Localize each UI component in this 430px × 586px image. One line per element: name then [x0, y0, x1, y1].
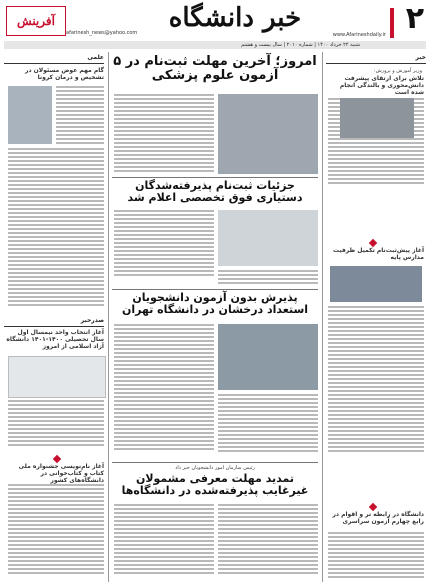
article-body [218, 394, 318, 454]
article-photo [340, 98, 414, 138]
email: afarinesh_news@yahoo.com [66, 30, 138, 36]
article-body [218, 504, 318, 578]
divider [112, 289, 318, 290]
page-number: ۲ [405, 1, 424, 36]
article-body [56, 86, 104, 146]
article-body [114, 324, 214, 454]
article-body [114, 94, 214, 174]
bullet-icon [369, 239, 377, 247]
third-headline: پذیرش بدون آزمون دانشجویان استعداد درخشان در دانشگاه تهران [121, 291, 309, 317]
article-headline: تلاش برای ارتقای پیشرفت دانش‌محوری و بالندگی انجام شده است [339, 75, 424, 96]
article-body [114, 210, 214, 280]
bullet-icon [53, 455, 61, 463]
article-headline: آغاز نام‌نویسی جشنواره ملی کتاب و کتاب‌خوانی در دانشگاه‌های کشور [18, 463, 104, 484]
article-body [114, 504, 214, 578]
article-body [328, 532, 424, 580]
article-body [328, 306, 424, 456]
column-separator [108, 52, 109, 582]
article-headline: آغاز انتخاب واحد نیمسال اول سال تحصیلی ۱۴۰۰-۱۴۰۱ دانشگاه آزاد اسلامی از امروز [6, 329, 104, 350]
article-photo [330, 266, 422, 302]
article-body [8, 148, 104, 312]
article-photo [218, 94, 318, 174]
section-label: علمی [87, 54, 104, 61]
divider [112, 177, 318, 178]
date-strip [4, 41, 426, 49]
kicker: وزیر آموزش و پرورش: [373, 68, 422, 74]
section-header-right [326, 53, 426, 64]
article-body [8, 400, 104, 450]
fourth-headline: تمدید مهلت معرفی مشمولان غیرغایب پذیرفته‌شده در دانشگاه‌ها [121, 472, 309, 498]
divider [112, 462, 318, 463]
bullet-icon [369, 503, 377, 511]
brand-logo: آفرینش [6, 6, 66, 36]
section-header-left [4, 53, 104, 64]
main-headline: امروز؛ آخرین مهلت ثبت‌نام در ۵ آزمون علوم پزشکی [113, 54, 317, 84]
site-badge [390, 8, 394, 38]
second-headline: جزئیات ثبت‌نام پذیرفته‌شدگان دستیاری فوق تخصصی اعلام شد [127, 179, 303, 205]
masthead-title: خبر دانشگاه [168, 3, 302, 33]
article-photo [8, 356, 106, 398]
kicker: رئیس سازمان امور دانشجویان خبر داد [175, 465, 255, 471]
article-headline: گام مهم عوض مسئولان در تشخیص و درمان کرونا [25, 67, 104, 81]
article-photo [8, 86, 52, 144]
section-label: خبر [415, 54, 426, 61]
article-photo [218, 324, 318, 390]
section-header-lower-left [4, 316, 104, 327]
site-url: www.Afarineshdaily.ir [332, 32, 386, 38]
column-separator [322, 52, 323, 582]
article-photo [218, 210, 318, 266]
article-body [218, 270, 318, 286]
section-label: صدرخبر [80, 317, 104, 324]
masthead [0, 0, 430, 50]
article-headline: دانشگاه در رابطه تر و اقوام در رابع چهارم آزمون سراسری [332, 511, 424, 525]
article-body [8, 484, 104, 580]
article-headline: آغاز پیش‌ثبت‌نام تکمیل ظرفیت مدارس پایه [333, 247, 424, 261]
date-line: شنبه ۲۲ خرداد ۱۴۰۰ | شماره ۲۰۱۰ | سال بیست و هشتم [241, 42, 360, 48]
